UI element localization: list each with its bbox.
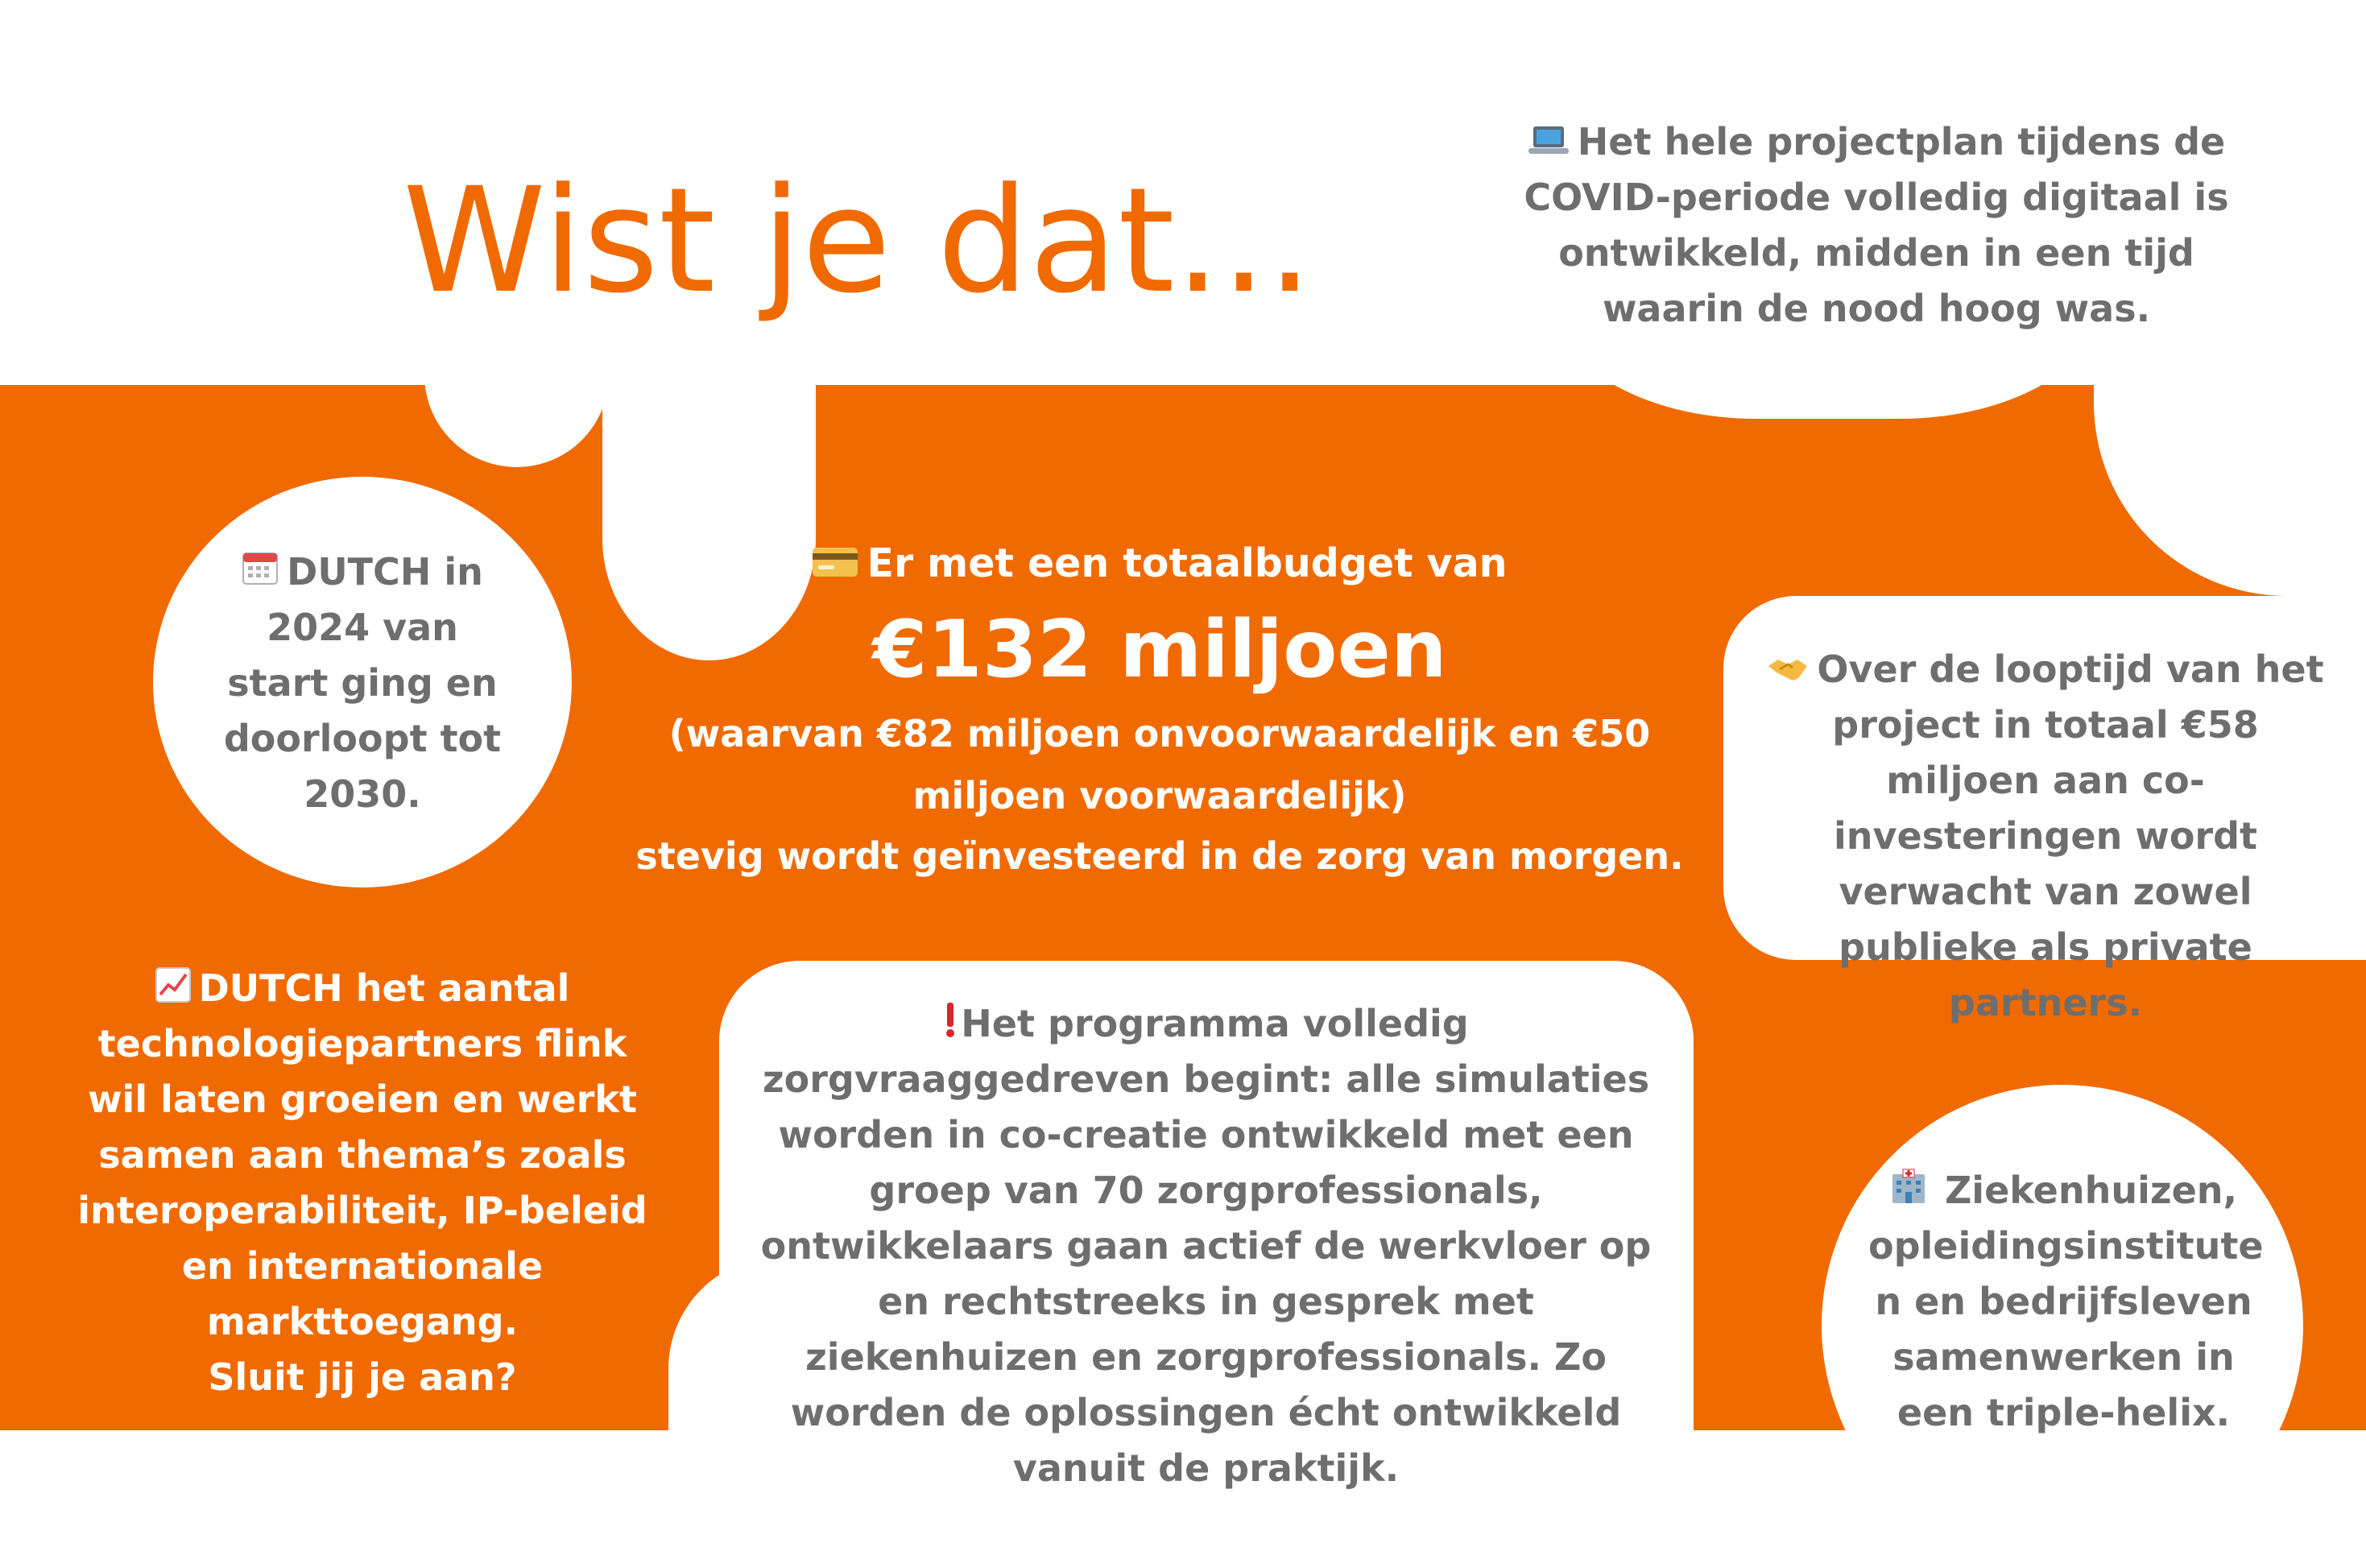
budget-amount: €132 miljoen bbox=[872, 604, 1447, 696]
fact-start bbox=[213, 544, 511, 822]
fact-covid bbox=[1506, 114, 2247, 337]
fact-partners bbox=[72, 961, 652, 1405]
page-title: Wist je dat... bbox=[403, 157, 1313, 325]
calendar-icon bbox=[242, 549, 279, 586]
fact-programme bbox=[753, 996, 1659, 1496]
fact-programme-text: Het programma volledig zorgvraaggedreven begint: alle simulaties worden in co-creatie ontwikkeld met een groep van 70 zorgprofessionals, ontwikkelaars gaan actief de werkvloer op en rechtstreeks in gesprek met ziekenhuizen en zorgprofessionals. Zo worden de oplossingen écht ontwikkeld vanuit de praktijk. bbox=[760, 1002, 1652, 1490]
handshake-icon bbox=[1767, 655, 1809, 684]
credit-card-icon bbox=[812, 546, 858, 578]
budget-intro-line bbox=[612, 536, 1707, 592]
laptop-icon bbox=[1528, 124, 1570, 156]
budget-outro: stevig wordt geïnvesteerd in de zorg van morgen. bbox=[635, 834, 1684, 878]
fact-start-text: DUTCH in 2024 van start ging en doorloopt tot 2030. bbox=[223, 550, 502, 816]
budget-detail: (waarvan €82 miljoen onvoorwaardelijk en €50 miljoen voorwaardelijk) bbox=[668, 712, 1651, 817]
chart-increasing-icon bbox=[155, 967, 191, 1003]
fact-coinvest-text: Over de looptijd van het project in totaal €58 miljoen aan co-investeringen wordt verwacht van zowel publieke als private partners. bbox=[1817, 647, 2324, 1024]
fact-partners-text: DUTCH het aantal technologiepartners flink wil laten groeien en werkt samen aan thema’s zoals interoperabiliteit, IP-beleid en internationale markttoegang. bbox=[77, 966, 647, 1343]
fact-covid-text: Het hele projectplan tijdens de COVID-periode volledig digitaal is ontwikkeld, midden in een tijd waarin de nood hoog was. bbox=[1524, 120, 2229, 330]
exclamation-icon bbox=[943, 1001, 958, 1038]
budget-intro: Er met een totaalbudget van bbox=[867, 540, 1508, 586]
hospital-icon bbox=[1890, 1168, 1927, 1205]
fact-coinvest bbox=[1760, 642, 2331, 1031]
fact-helix bbox=[1868, 1163, 2264, 1441]
fact-budget bbox=[612, 536, 1707, 885]
fact-helix-text: Ziekenhuizen, opleidingsinstitute n en bedrijfsleven samenwerken in een triple-helix. bbox=[1868, 1169, 2264, 1434]
partners-cta: Sluit jij je aan? bbox=[208, 1355, 517, 1399]
